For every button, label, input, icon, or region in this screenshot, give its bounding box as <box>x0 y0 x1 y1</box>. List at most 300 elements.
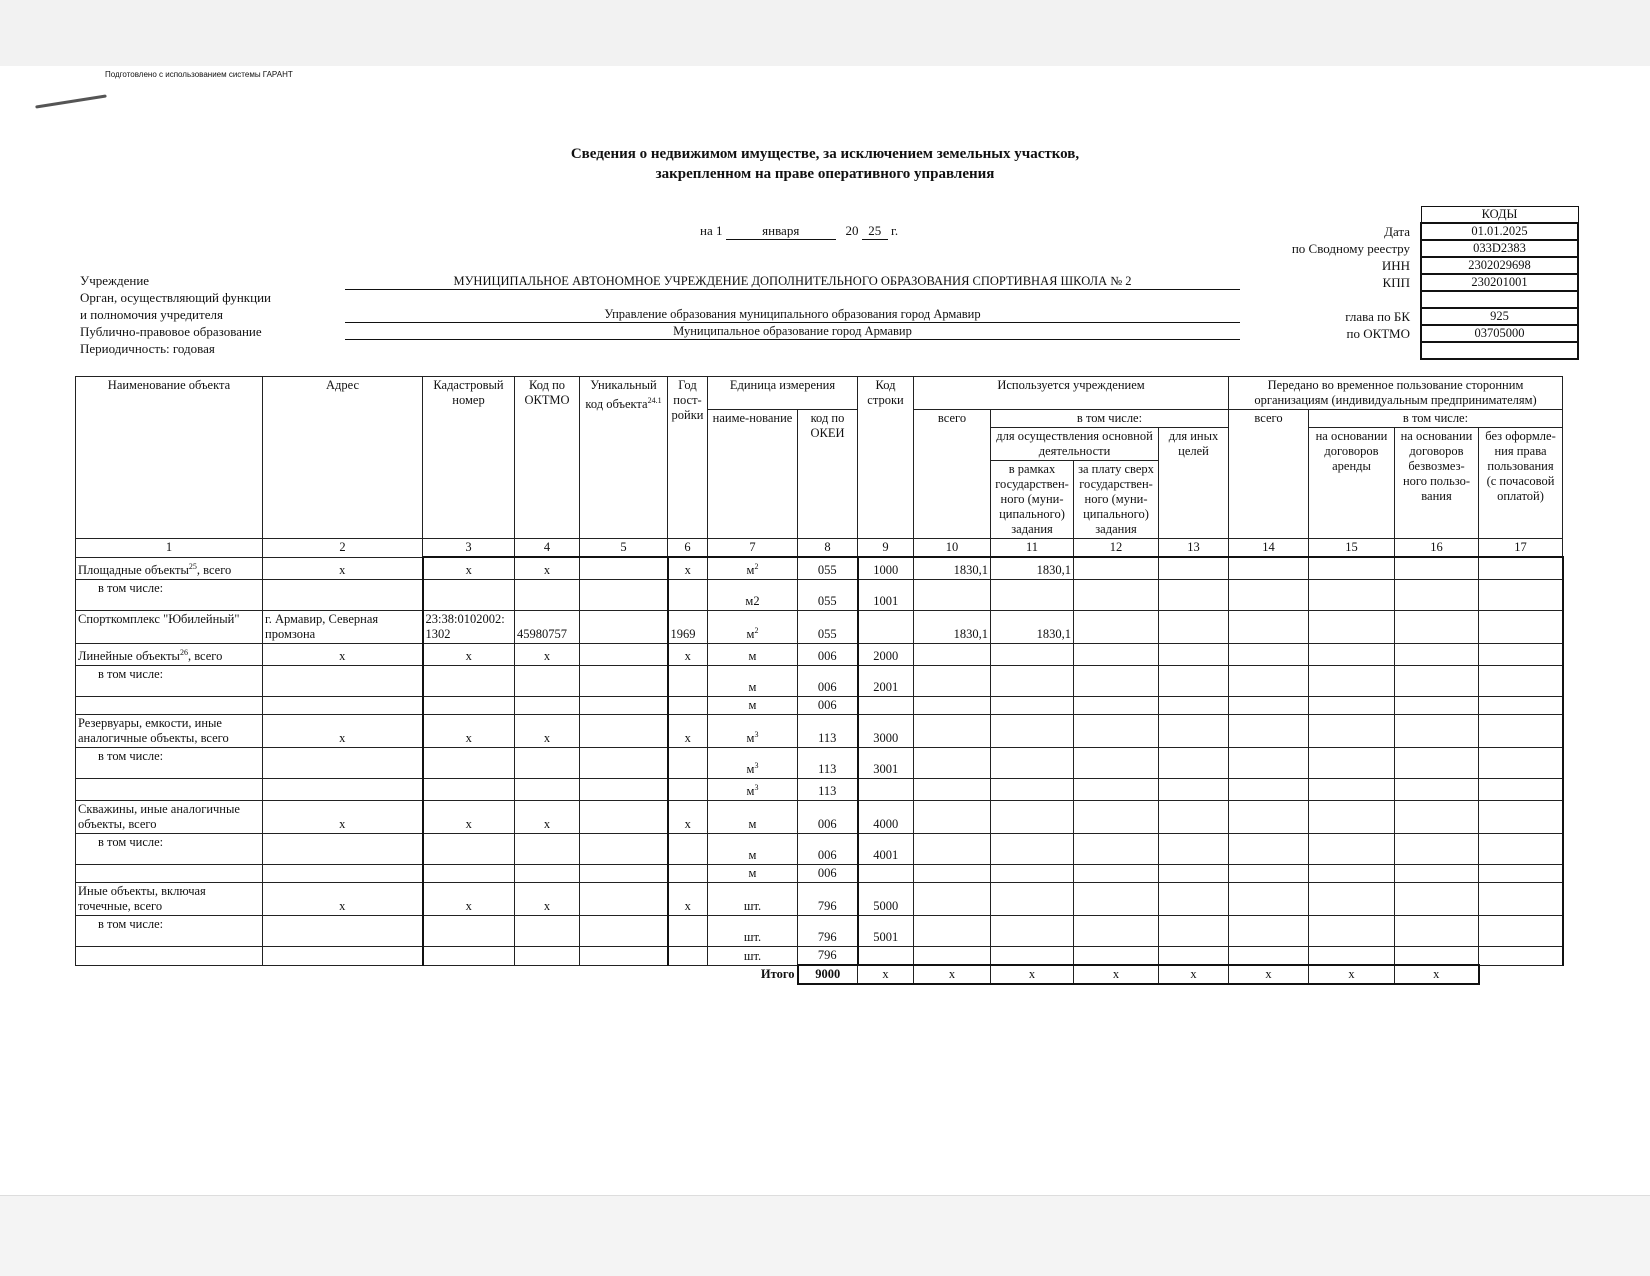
cell-unit <box>708 801 798 834</box>
cell-year <box>668 779 708 801</box>
cell-c17 <box>1479 947 1563 966</box>
code-oktmo: 03705000 <box>1421 325 1578 342</box>
h-main-activity: для осуществления основной деятельности <box>991 428 1159 461</box>
cell-c17 <box>1479 611 1563 644</box>
row-unit: м <box>748 817 757 832</box>
cell-cadastral: x <box>423 644 515 666</box>
cell-c15 <box>1309 883 1395 916</box>
cell-name <box>76 748 263 779</box>
h-unit-name: наиме-нование <box>708 410 798 539</box>
cell-year <box>668 580 708 611</box>
cell-oktmo <box>515 697 580 715</box>
cell-c12 <box>1074 834 1159 865</box>
cell-oktmo: x <box>515 801 580 834</box>
cell-name <box>76 801 263 834</box>
cell-year <box>668 916 708 947</box>
cell-code: 2000 <box>858 644 914 666</box>
cell-unique <box>580 801 668 834</box>
cell-name <box>76 916 263 947</box>
cell-unit <box>708 557 798 580</box>
cell-unit <box>708 580 798 611</box>
cell-oktmo: x <box>515 883 580 916</box>
row-unit-sup: 2 <box>754 626 759 635</box>
table-row <box>76 834 1563 865</box>
h-used-total: всего <box>914 410 991 539</box>
cell-name <box>76 580 263 611</box>
column-number: 10 <box>914 539 991 558</box>
codes-label-registry: по Сводному реестру <box>1291 241 1410 256</box>
h-tr-free: на основании договоров безвозмез-ного пользо-вания <box>1395 428 1479 539</box>
cell-c17 <box>1479 666 1563 697</box>
cell-c14 <box>1229 580 1309 611</box>
h-other-goals: для иных целей <box>1159 428 1229 539</box>
table-row <box>76 580 1563 611</box>
cell-okei: 055 <box>798 580 858 611</box>
scan-bottom-margin <box>0 1195 1650 1276</box>
document-title-line1: Сведения о недвижимом имуществе, за исключением земельных участков, <box>570 146 1080 162</box>
cell-c11 <box>991 947 1074 966</box>
cell-okei: 796 <box>798 916 858 947</box>
code-empty-2 <box>1421 342 1578 359</box>
cell-year <box>668 748 708 779</box>
code-bk: 925 <box>1421 308 1578 325</box>
cell-c12 <box>1074 580 1159 611</box>
total-label: Итого <box>760 966 795 981</box>
h-tr-total: всего <box>1229 410 1309 539</box>
cell-address: x <box>263 715 423 748</box>
cell-c16 <box>1395 611 1479 644</box>
cell-okei: 796 <box>798 947 858 966</box>
organ-label-line1: Орган, осуществляющий функции <box>80 290 271 305</box>
date-year-prefix: 20 <box>845 223 859 238</box>
cell-c11 <box>991 580 1074 611</box>
cell-c10 <box>914 715 991 748</box>
cell-code: 2001 <box>858 666 914 697</box>
cell-address: x <box>263 557 423 580</box>
cell-c10 <box>914 697 991 715</box>
cell-c14 <box>1229 715 1309 748</box>
cell-unit <box>708 697 798 715</box>
codes-label-kpp: КПП <box>1382 275 1410 290</box>
cell-name <box>76 779 263 801</box>
cell-c16 <box>1395 715 1479 748</box>
cell-address: x <box>263 883 423 916</box>
cell-code: 3000 <box>858 715 914 748</box>
row-unit: м <box>748 680 757 695</box>
column-number: 14 <box>1229 539 1309 558</box>
cell-c10 <box>914 666 991 697</box>
cell-unique <box>580 666 668 697</box>
cell-c10: 1830,1 <box>914 611 991 644</box>
cell-okei: 055 <box>798 557 858 580</box>
cell-c16 <box>1395 779 1479 801</box>
cell-name <box>76 834 263 865</box>
cell-c12 <box>1074 865 1159 883</box>
cell-c11 <box>991 666 1074 697</box>
h-address: Адрес <box>263 377 423 539</box>
h-unique-text: Уникальный код объекта <box>585 378 657 412</box>
cell-c15 <box>1309 644 1395 666</box>
cell-c17 <box>1479 883 1563 916</box>
cell-oktmo <box>515 947 580 966</box>
cell-year <box>668 865 708 883</box>
cell-unique <box>580 715 668 748</box>
cell-year <box>668 666 708 697</box>
cell-unit <box>708 715 798 748</box>
cell-unit <box>708 865 798 883</box>
cell-c11 <box>991 916 1074 947</box>
cell-c16 <box>1395 865 1479 883</box>
cell-name <box>76 697 263 715</box>
cell-c14 <box>1229 666 1309 697</box>
cell-c12 <box>1074 644 1159 666</box>
cell-c11 <box>991 644 1074 666</box>
cell-c17 <box>1479 801 1563 834</box>
cell-oktmo <box>515 779 580 801</box>
cell-address <box>263 779 423 801</box>
institution-value: МУНИЦИПАЛЬНОЕ АВТОНОМНОЕ УЧРЕЖДЕНИЕ ДОПОЛНИТЕЛЬНОГО ОБРАЗОВАНИЯ СПОРТИВНАЯ ШКОЛА № 2 <box>345 273 1240 290</box>
cell-code <box>858 779 914 801</box>
cell-c16 <box>1395 883 1479 916</box>
cell-c10 <box>914 801 991 834</box>
cell-c14 <box>1229 748 1309 779</box>
institution-label: Учреждение <box>80 273 150 288</box>
cell-c17 <box>1479 697 1563 715</box>
cell-unique <box>580 865 668 883</box>
row-name: в том числе: <box>98 835 164 850</box>
cell-okei: 006 <box>798 666 858 697</box>
codes-label-inn: ИНН <box>1381 258 1410 273</box>
cell-unit <box>708 779 798 801</box>
cell-name <box>76 644 263 666</box>
cell-c10 <box>914 748 991 779</box>
cell-c14 <box>1229 947 1309 966</box>
cell-c14 <box>1229 779 1309 801</box>
h-within-task: в рамках государствен-ного (муни-ципального) задания <box>991 461 1074 539</box>
h-tr-incl: в том числе: <box>1309 410 1563 428</box>
cell-c16 <box>1395 916 1479 947</box>
cell-c11 <box>991 748 1074 779</box>
row-name: в том числе: <box>98 581 164 596</box>
cell-c16 <box>1395 557 1479 580</box>
cell-c12 <box>1074 947 1159 966</box>
cell-unit <box>708 883 798 916</box>
cell-c12 <box>1074 748 1159 779</box>
cell-c12 <box>1074 883 1159 916</box>
cell-c11 <box>991 883 1074 916</box>
cell-c15 <box>1309 697 1395 715</box>
cell-name <box>76 611 263 644</box>
h-row-code: Код строки <box>858 377 914 539</box>
cell-c17 <box>1479 779 1563 801</box>
cell-c13 <box>1159 715 1229 748</box>
h-oktmo: Код по ОКТМО <box>515 377 580 539</box>
row-name: Иные объекты, включая точечные, всего <box>78 884 206 914</box>
row-name: в том числе: <box>98 917 164 932</box>
cell-oktmo <box>515 666 580 697</box>
total-v7: x <box>1309 965 1395 984</box>
cell-c11 <box>991 865 1074 883</box>
cell-unique <box>580 779 668 801</box>
cell-unique <box>580 834 668 865</box>
cell-c14 <box>1229 697 1309 715</box>
row-unit: м <box>748 698 757 713</box>
cell-cadastral <box>423 666 515 697</box>
row-unit-sup: 3 <box>754 730 759 740</box>
column-number: 6 <box>668 539 708 558</box>
cell-unique <box>580 611 668 644</box>
column-number: 1 <box>76 539 263 558</box>
cell-c11 <box>991 834 1074 865</box>
row-unit-sup: 2 <box>754 562 759 571</box>
cell-year: 1969 <box>668 611 708 644</box>
table-row <box>76 644 1563 666</box>
cell-unique <box>580 947 668 966</box>
cell-year <box>668 834 708 865</box>
cell-unique <box>580 697 668 715</box>
cell-c13 <box>1159 801 1229 834</box>
date-year: 25 <box>862 223 888 240</box>
cell-c10 <box>914 883 991 916</box>
cell-c14 <box>1229 644 1309 666</box>
document-title-line2: закрепленном на праве оперативного управления <box>655 166 995 182</box>
cell-c10 <box>914 580 991 611</box>
row-name-sup: 26 <box>179 648 188 658</box>
cell-oktmo: 45980757 <box>515 611 580 644</box>
column-number: 3 <box>423 539 515 558</box>
cell-year: x <box>668 644 708 666</box>
cell-cadastral <box>423 834 515 865</box>
total-code: 9000 <box>798 965 858 984</box>
cell-c17 <box>1479 865 1563 883</box>
table-row <box>76 715 1563 748</box>
cell-c13 <box>1159 779 1229 801</box>
cell-c16 <box>1395 834 1479 865</box>
column-number: 15 <box>1309 539 1395 558</box>
cell-year <box>668 697 708 715</box>
cell-unique <box>580 557 668 580</box>
total-v2: x <box>914 965 991 984</box>
cell-cadastral: x <box>423 883 515 916</box>
codes-header: КОДЫ <box>1421 207 1578 224</box>
cell-okei: 006 <box>798 644 858 666</box>
cell-c10 <box>914 865 991 883</box>
cell-c16 <box>1395 748 1479 779</box>
codes-label-bk: глава по БК <box>1345 309 1410 324</box>
cell-address <box>263 580 423 611</box>
table-row <box>76 779 1563 801</box>
h-tr-no-formal: без оформле-ния права пользования (с почасовой оплатой) <box>1479 428 1563 539</box>
total-v8: x <box>1395 965 1479 984</box>
cell-code <box>858 865 914 883</box>
cell-c13 <box>1159 644 1229 666</box>
h-unique <box>580 377 668 539</box>
cell-c12 <box>1074 666 1159 697</box>
cell-c13 <box>1159 557 1229 580</box>
cell-okei: 006 <box>798 865 858 883</box>
cell-c12 <box>1074 611 1159 644</box>
cell-c15 <box>1309 916 1395 947</box>
total-v6: x <box>1229 965 1309 984</box>
h-unit: Единица измерения <box>708 377 858 410</box>
cell-c10 <box>914 947 991 966</box>
cell-c13 <box>1159 748 1229 779</box>
cell-cadastral <box>423 947 515 966</box>
public-entity-value: Муниципальное образование город Армавир <box>345 323 1240 340</box>
cell-year: x <box>668 801 708 834</box>
code-registry: 033D2383 <box>1421 240 1578 257</box>
cell-c14 <box>1229 883 1309 916</box>
cell-oktmo: x <box>515 715 580 748</box>
organ-value: Управление образования муниципального образования город Армавир <box>345 306 1240 323</box>
cell-code: 5000 <box>858 883 914 916</box>
cell-c13 <box>1159 580 1229 611</box>
cell-okei: 006 <box>798 834 858 865</box>
table-row <box>76 557 1563 580</box>
cell-address: x <box>263 644 423 666</box>
cell-c16 <box>1395 801 1479 834</box>
cell-address <box>263 916 423 947</box>
code-empty-1 <box>1421 291 1578 308</box>
row-unit: м <box>748 649 757 664</box>
row-unit: шт. <box>743 948 762 963</box>
h-unit-okei: код по ОКЕИ <box>798 410 858 539</box>
total-v3: x <box>991 965 1074 984</box>
cell-cadastral <box>423 916 515 947</box>
cell-okei: 113 <box>798 748 858 779</box>
cell-c12 <box>1074 697 1159 715</box>
cell-c15 <box>1309 715 1395 748</box>
cell-c13 <box>1159 611 1229 644</box>
cell-address <box>263 947 423 966</box>
cell-c16 <box>1395 947 1479 966</box>
cell-c12 <box>1074 715 1159 748</box>
column-number: 16 <box>1395 539 1479 558</box>
cell-c17 <box>1479 644 1563 666</box>
cell-c17 <box>1479 580 1563 611</box>
cell-unique <box>580 580 668 611</box>
cell-oktmo <box>515 580 580 611</box>
cell-name <box>76 715 263 748</box>
h-used: Используется учреждением <box>914 377 1229 410</box>
cell-c14 <box>1229 865 1309 883</box>
cell-code: 4000 <box>858 801 914 834</box>
cell-code <box>858 947 914 966</box>
codes-label-oktmo: по ОКТМО <box>1346 326 1410 341</box>
cell-c17 <box>1479 916 1563 947</box>
column-number: 9 <box>858 539 914 558</box>
row-name: Спорткомплекс "Юбилейный" <box>78 612 240 627</box>
code-inn: 2302029698 <box>1421 257 1578 274</box>
cell-oktmo <box>515 916 580 947</box>
cell-c12 <box>1074 916 1159 947</box>
cell-year: x <box>668 715 708 748</box>
table-row <box>76 947 1563 966</box>
cell-unit <box>708 644 798 666</box>
cell-code: 3001 <box>858 748 914 779</box>
cell-unit <box>708 748 798 779</box>
report-date <box>700 223 898 240</box>
total-v4: x <box>1074 965 1159 984</box>
cell-code: 1001 <box>858 580 914 611</box>
cell-c13 <box>1159 883 1229 916</box>
cell-cadastral: 23:38:0102002: 1302 <box>423 611 515 644</box>
column-number: 11 <box>991 539 1074 558</box>
table-row <box>76 801 1563 834</box>
cell-c15 <box>1309 865 1395 883</box>
cell-unique <box>580 883 668 916</box>
cell-cadastral: x <box>423 557 515 580</box>
h-unique-sup: 24.1 <box>647 396 662 405</box>
periodicity-label: Периодичность: годовая <box>80 341 215 356</box>
cell-name <box>76 883 263 916</box>
cell-c10 <box>914 779 991 801</box>
cell-unit <box>708 834 798 865</box>
cell-okei: 055 <box>798 611 858 644</box>
cell-year <box>668 947 708 966</box>
row-unit: м2 <box>745 594 760 609</box>
cell-oktmo: x <box>515 557 580 580</box>
cell-okei: 796 <box>798 883 858 916</box>
h-year: Год пост-ройки <box>668 377 708 539</box>
row-name: Площадные объекты <box>78 562 189 577</box>
date-prefix: на 1 <box>700 223 723 238</box>
cell-address <box>263 666 423 697</box>
row-unit: шт. <box>743 899 762 914</box>
column-number: 4 <box>515 539 580 558</box>
row-name: Линейные объекты <box>78 649 180 664</box>
column-number: 2 <box>263 539 423 558</box>
cell-c14 <box>1229 916 1309 947</box>
row-unit: м <box>746 784 755 799</box>
row-name-sup: 25 <box>188 561 197 571</box>
cell-unit <box>708 947 798 966</box>
cell-c13 <box>1159 834 1229 865</box>
cell-c11 <box>991 697 1074 715</box>
cell-c15 <box>1309 748 1395 779</box>
cell-unit <box>708 666 798 697</box>
row-unit: м <box>748 848 757 863</box>
cell-c15 <box>1309 557 1395 580</box>
cell-unique <box>580 748 668 779</box>
cell-address: г. Армавир, Северная промзона <box>263 611 423 644</box>
cell-c13 <box>1159 697 1229 715</box>
column-number: 12 <box>1074 539 1159 558</box>
cell-c17 <box>1479 715 1563 748</box>
row-name-suffix: , всего <box>187 649 223 664</box>
cell-code <box>858 611 914 644</box>
codes-table <box>1420 206 1579 360</box>
column-number: 7 <box>708 539 798 558</box>
cell-cadastral <box>423 779 515 801</box>
column-number: 8 <box>798 539 858 558</box>
scan-top-margin <box>0 0 1650 66</box>
h-transferred: Передано во временное пользование сторонним организациям (индивидуальным предпринимателям) <box>1229 377 1563 410</box>
table-row <box>76 883 1563 916</box>
cell-oktmo: x <box>515 644 580 666</box>
column-number: 5 <box>580 539 668 558</box>
property-table <box>75 376 1564 985</box>
cell-c11: 1830,1 <box>991 611 1074 644</box>
cell-c13 <box>1159 666 1229 697</box>
row-unit-sup: 3 <box>754 761 759 771</box>
cell-okei: 113 <box>798 779 858 801</box>
cell-c10 <box>914 834 991 865</box>
cell-c11 <box>991 779 1074 801</box>
row-name-suffix: , всего <box>196 562 232 577</box>
public-entity-label: Публично-правовое образование <box>80 324 262 339</box>
h-over-task: за плату сверх государствен-ного (муни-ципального) задания <box>1074 461 1159 539</box>
